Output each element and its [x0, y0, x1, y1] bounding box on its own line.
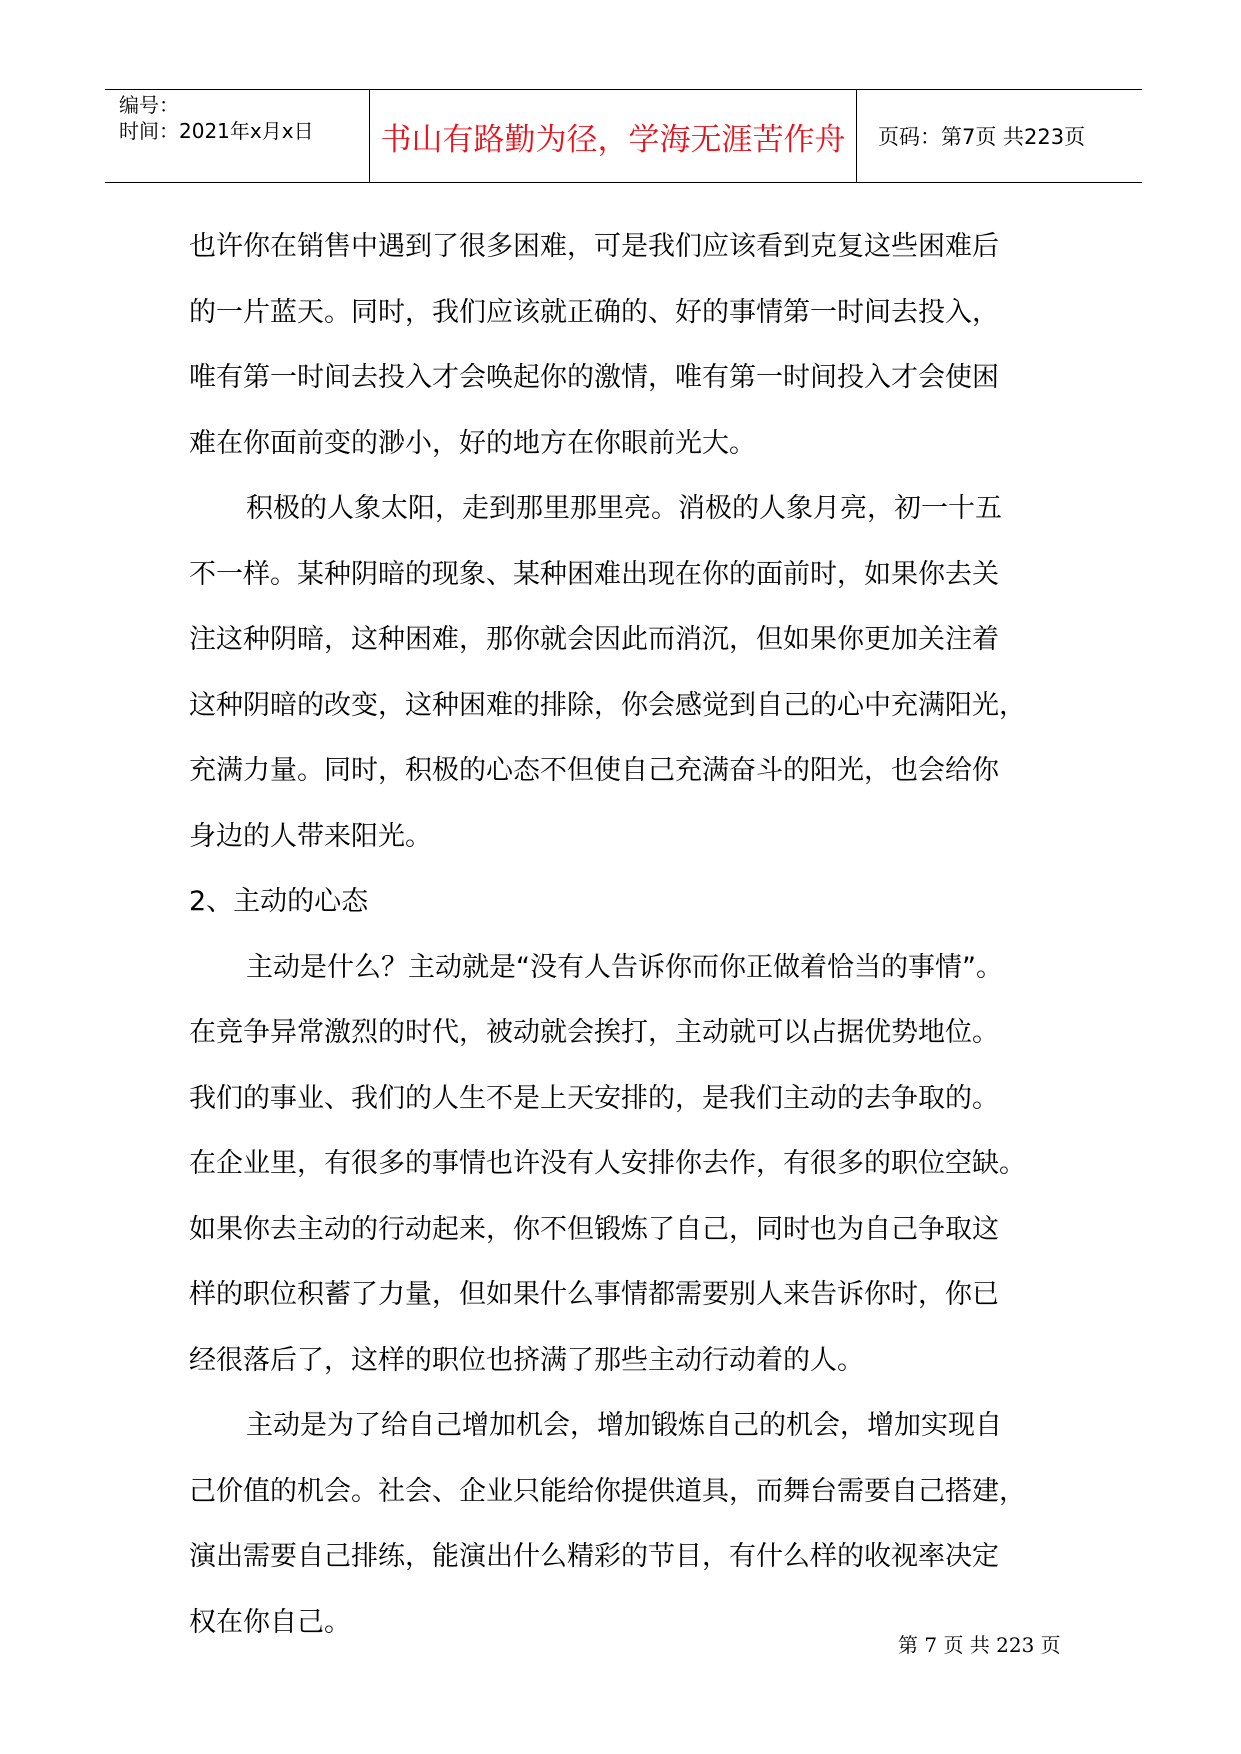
page-header [105, 89, 1142, 183]
body-line: 唯有第一时间去投入才会唤起你的激情，唯有第一时间投入才会使困 [189, 362, 999, 393]
section-heading: 2、主动的心态 [189, 886, 369, 917]
body-line: 演出需要自己排练，能演出什么精彩的节目，有什么样的收视率决定 [189, 1541, 999, 1572]
body-line: 如果你去主动的行动起来，你不但锻炼了自己，同时也为自己争取这 [189, 1213, 999, 1245]
document-time: 时间：2021年x月x日 [119, 119, 314, 143]
header-page-code: 页码：第7页 共223页 [878, 125, 1086, 149]
document-number-label: 编号： [119, 93, 179, 117]
page-footer: 第 7 页 共 223 页 [898, 1633, 1061, 1657]
body-line: 也许你在销售中遇到了很多困难，可是我们应该看到克复这些困难后 [189, 231, 999, 262]
body-line: 权在你自己。 [189, 1606, 351, 1638]
body-line: 身边的人带来阳光。 [189, 820, 432, 852]
body-line: 难在你面前变的渺小，好的地方在你眼前光大。 [189, 427, 756, 459]
body-line: 这种阴暗的改变，这种困难的排除，你会感觉到自己的心中充满阳光， [189, 689, 1026, 721]
body-line: 充满力量。同时，积极的心态不但使自己充满奋斗的阳光，也会给你 [189, 755, 999, 786]
body-line: 我们的事业、我们的人生不是上天安排的，是我们主动的去争取的。 [189, 1082, 999, 1114]
document-body [189, 214, 1075, 1655]
header-motto: 书山有路勤为径，学海无涯苦作舟 [370, 90, 857, 182]
body-line: 己价值的机会。社会、企业只能给你提供道具，而舞台需要自己搭建， [189, 1475, 1026, 1507]
body-line: 主动是为了给自己增加机会，增加锻炼自己的机会，增加实现自 [246, 1410, 1002, 1441]
body-line: 的一片蓝天。同时，我们应该就正确的、好的事情第一时间去投入， [189, 296, 999, 328]
body-line: 在竞争异常激烈的时代，被动就会挨打，主动就可以占据优势地位。 [189, 1017, 999, 1048]
body-line: 主动是什么？主动就是“没有人告诉你而你正做着恰当的事情”。 [246, 951, 1003, 983]
body-line: 样的职位积蓄了力量，但如果什么事情都需要别人来告诉你时，你已 [189, 1279, 999, 1310]
body-line: 在企业里，有很多的事情也许没有人安排你去作，有很多的职位空缺。 [189, 1148, 1026, 1179]
body-line: 积极的人象太阳，走到那里那里亮。消极的人象月亮，初一十五 [246, 493, 1002, 524]
body-line: 经很落后了，这样的职位也挤满了那些主动行动着的人。 [189, 1344, 864, 1376]
header-meta [105, 90, 370, 182]
body-line: 不一样。某种阴暗的现象、某种困难出现在你的面前时，如果你去关 [189, 558, 999, 590]
body-line: 注这种阴暗，这种困难，那你就会因此而消沉，但如果你更加关注着 [189, 624, 999, 655]
